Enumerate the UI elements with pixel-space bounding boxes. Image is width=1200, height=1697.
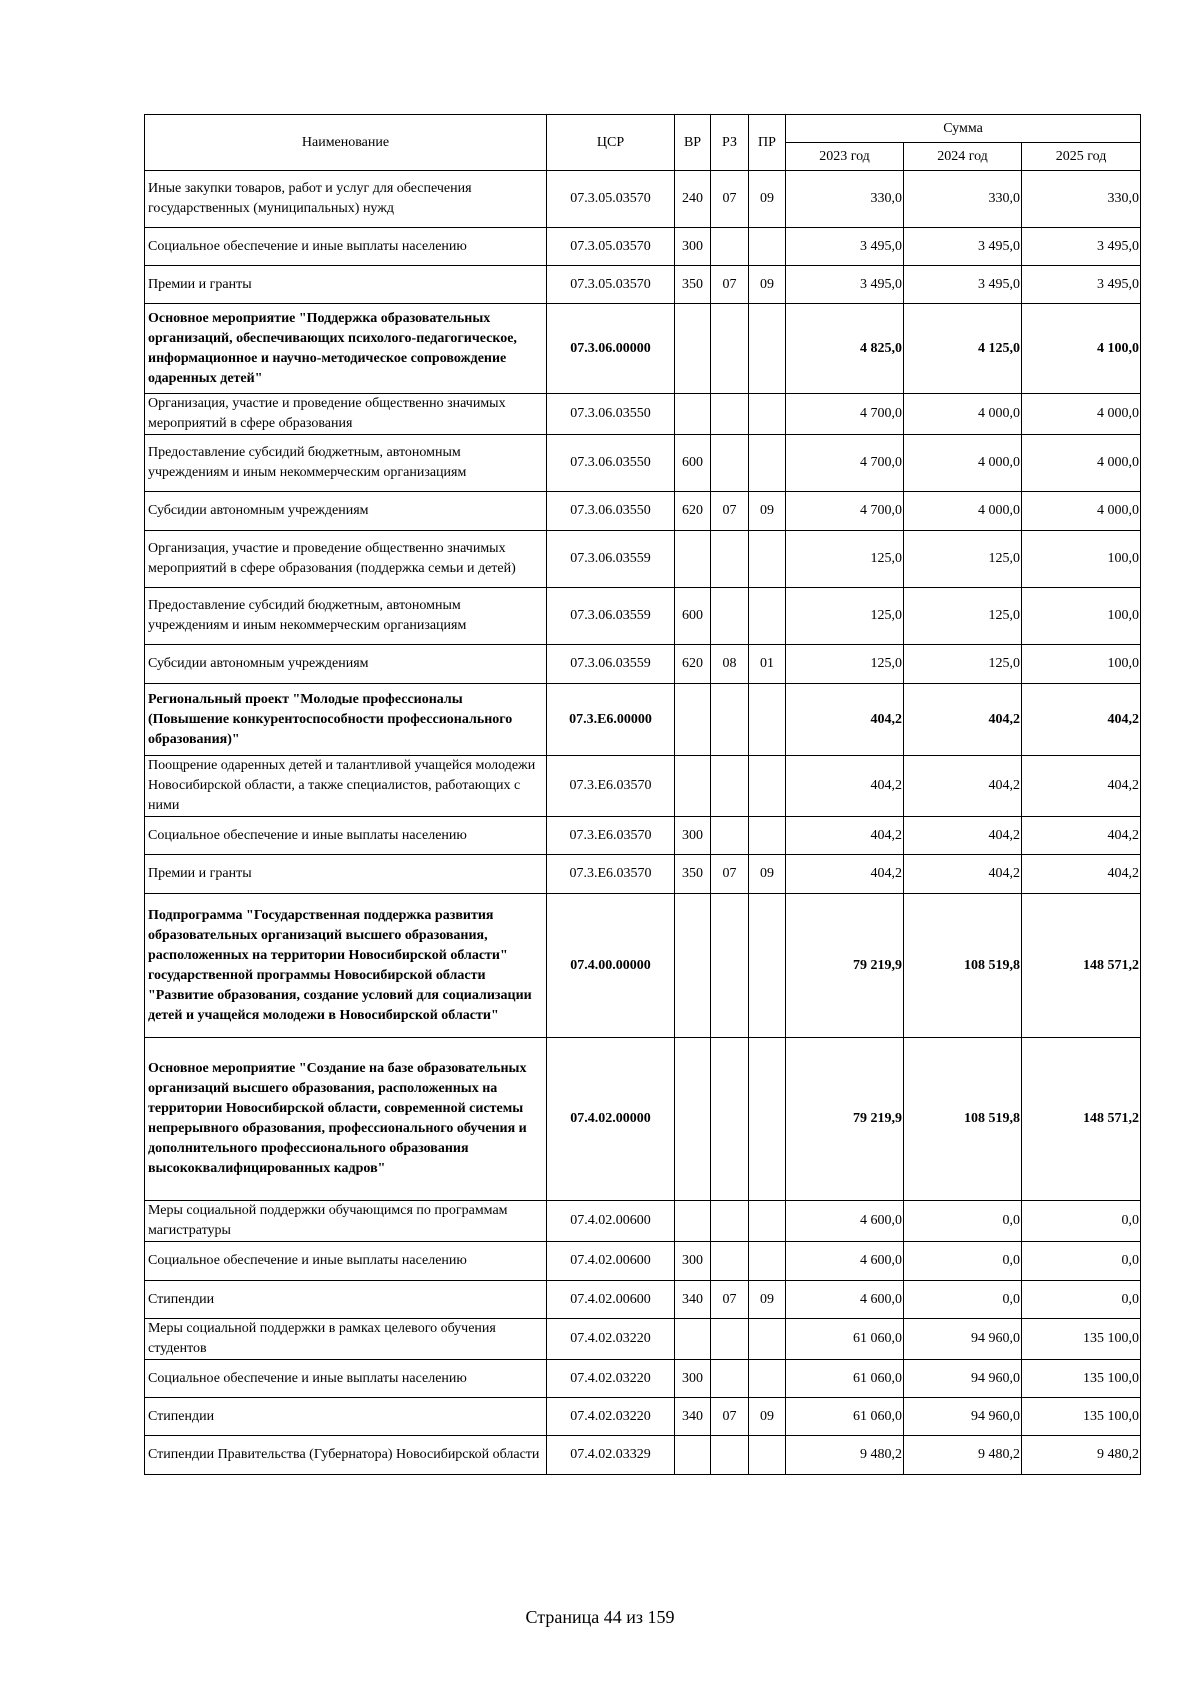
cell-rz	[711, 1242, 749, 1281]
cell-vr	[675, 1038, 711, 1201]
cell-name: Стипендии	[145, 1398, 547, 1436]
header-year-2023: 2023 год	[786, 143, 904, 171]
header-year-2024: 2024 год	[904, 143, 1022, 171]
cell-vr: 300	[675, 817, 711, 855]
cell-2024: 404,2	[904, 684, 1022, 756]
table-row	[145, 756, 1141, 817]
cell-2024: 94 960,0	[904, 1360, 1022, 1398]
cell-rz	[711, 1360, 749, 1398]
cell-name: Премии и гранты	[145, 266, 547, 304]
cell-pr: 09	[749, 1281, 786, 1319]
cell-csr: 07.3.E6.03570	[547, 855, 675, 894]
cell-2023: 404,2	[786, 817, 904, 855]
cell-2024: 4 000,0	[904, 435, 1022, 492]
cell-2023: 4 600,0	[786, 1242, 904, 1281]
cell-2025: 135 100,0	[1022, 1360, 1141, 1398]
cell-pr	[749, 1360, 786, 1398]
table-row	[145, 171, 1141, 228]
cell-pr	[749, 817, 786, 855]
cell-2024: 330,0	[904, 171, 1022, 228]
cell-name: Подпрограмма "Государственная поддержка развития образовательных организаций высшего образования, расположенных на территории Новосибирской области" государственной программы Новосибирской области "Развитие образования, создание условий для социализации детей и учащейся молодежи в Новосибирской области"	[145, 894, 547, 1038]
cell-2025: 4 000,0	[1022, 435, 1141, 492]
cell-csr: 07.3.E6.03570	[547, 756, 675, 817]
table-row	[145, 855, 1141, 894]
cell-name: Основное мероприятие "Поддержка образовательных организаций, обеспечивающих психолого-педагогическое, информационное и научно-методическое сопровождение одаренных детей"	[145, 304, 547, 394]
cell-2024: 125,0	[904, 645, 1022, 684]
cell-2025: 4 000,0	[1022, 394, 1141, 435]
cell-2025: 404,2	[1022, 756, 1141, 817]
cell-2024: 94 960,0	[904, 1398, 1022, 1436]
cell-pr: 01	[749, 645, 786, 684]
cell-2023: 404,2	[786, 855, 904, 894]
cell-vr	[675, 531, 711, 588]
cell-2023: 79 219,9	[786, 1038, 904, 1201]
cell-2023: 404,2	[786, 756, 904, 817]
cell-name: Субсидии автономным учреждениям	[145, 492, 547, 531]
cell-2023: 4 600,0	[786, 1201, 904, 1242]
cell-csr: 07.3.05.03570	[547, 228, 675, 266]
cell-2023: 3 495,0	[786, 266, 904, 304]
cell-2023: 9 480,2	[786, 1436, 904, 1475]
cell-vr: 340	[675, 1281, 711, 1319]
cell-pr	[749, 684, 786, 756]
header-year-2025: 2025 год	[1022, 143, 1141, 171]
cell-rz	[711, 588, 749, 645]
cell-2023: 330,0	[786, 171, 904, 228]
cell-2023: 125,0	[786, 645, 904, 684]
cell-name: Региональный проект "Молодые профессионалы (Повышение конкурентоспособности профессионального образования)"	[145, 684, 547, 756]
cell-rz	[711, 817, 749, 855]
cell-vr: 300	[675, 1360, 711, 1398]
cell-vr: 340	[675, 1398, 711, 1436]
cell-pr	[749, 394, 786, 435]
cell-name: Основное мероприятие "Создание на базе образовательных организаций высшего образования, расположенных на территории Новосибирской области, современной системы непрерывного образования, профессионального обучения и дополнительного профессионального образования высококвалифицированных кадров"	[145, 1038, 547, 1201]
table-row	[145, 588, 1141, 645]
cell-2024: 94 960,0	[904, 1319, 1022, 1360]
cell-rz: 07	[711, 266, 749, 304]
cell-pr	[749, 588, 786, 645]
cell-2023: 4 700,0	[786, 394, 904, 435]
cell-name: Субсидии автономным учреждениям	[145, 645, 547, 684]
table-row	[145, 1319, 1141, 1360]
cell-2025: 148 571,2	[1022, 1038, 1141, 1201]
cell-pr	[749, 304, 786, 394]
cell-vr: 300	[675, 228, 711, 266]
cell-2025: 100,0	[1022, 531, 1141, 588]
cell-2024: 9 480,2	[904, 1436, 1022, 1475]
cell-name: Социальное обеспечение и иные выплаты населению	[145, 1360, 547, 1398]
budget-table	[144, 114, 1141, 1475]
cell-name: Социальное обеспечение и иные выплаты населению	[145, 228, 547, 266]
cell-csr: 07.4.02.03220	[547, 1398, 675, 1436]
cell-vr	[675, 1201, 711, 1242]
cell-pr	[749, 1319, 786, 1360]
cell-vr	[675, 894, 711, 1038]
cell-pr: 09	[749, 492, 786, 531]
cell-vr	[675, 756, 711, 817]
cell-2025: 148 571,2	[1022, 894, 1141, 1038]
table-row	[145, 1360, 1141, 1398]
cell-2024: 0,0	[904, 1242, 1022, 1281]
cell-name: Социальное обеспечение и иные выплаты населению	[145, 817, 547, 855]
header-pr: ПР	[749, 115, 786, 171]
cell-2024: 108 519,8	[904, 894, 1022, 1038]
cell-rz	[711, 1038, 749, 1201]
table-row	[145, 645, 1141, 684]
table-row	[145, 304, 1141, 394]
cell-csr: 07.3.06.03550	[547, 492, 675, 531]
cell-rz: 08	[711, 645, 749, 684]
cell-pr	[749, 1242, 786, 1281]
cell-name: Стипендии Правительства (Губернатора) Новосибирской области	[145, 1436, 547, 1475]
cell-vr	[675, 304, 711, 394]
cell-csr: 07.4.02.00000	[547, 1038, 675, 1201]
cell-vr: 620	[675, 492, 711, 531]
cell-pr	[749, 435, 786, 492]
cell-2025: 135 100,0	[1022, 1319, 1141, 1360]
table-row	[145, 684, 1141, 756]
cell-2023: 79 219,9	[786, 894, 904, 1038]
cell-2024: 4 000,0	[904, 394, 1022, 435]
cell-2024: 0,0	[904, 1281, 1022, 1319]
cell-2024: 0,0	[904, 1201, 1022, 1242]
cell-pr: 09	[749, 171, 786, 228]
cell-rz	[711, 1201, 749, 1242]
cell-csr: 07.3.06.03559	[547, 531, 675, 588]
cell-rz	[711, 756, 749, 817]
cell-2025: 0,0	[1022, 1242, 1141, 1281]
table-header	[145, 115, 1141, 171]
cell-2024: 108 519,8	[904, 1038, 1022, 1201]
cell-2023: 404,2	[786, 684, 904, 756]
cell-2025: 0,0	[1022, 1201, 1141, 1242]
cell-2024: 404,2	[904, 817, 1022, 855]
cell-2023: 3 495,0	[786, 228, 904, 266]
cell-rz: 07	[711, 171, 749, 228]
cell-rz	[711, 531, 749, 588]
cell-2025: 404,2	[1022, 684, 1141, 756]
cell-pr: 09	[749, 266, 786, 304]
cell-rz	[711, 304, 749, 394]
cell-2023: 61 060,0	[786, 1319, 904, 1360]
table-row	[145, 1201, 1141, 1242]
cell-2023: 4 600,0	[786, 1281, 904, 1319]
cell-csr: 07.3.05.03570	[547, 171, 675, 228]
table-row	[145, 266, 1141, 304]
cell-rz	[711, 228, 749, 266]
cell-2025: 3 495,0	[1022, 266, 1141, 304]
table-row	[145, 531, 1141, 588]
cell-csr: 07.3.E6.00000	[547, 684, 675, 756]
cell-name: Организация, участие и проведение общественно значимых мероприятий в сфере образования	[145, 394, 547, 435]
page-number: Страница 44 из 159	[525, 1607, 675, 1627]
table-row	[145, 228, 1141, 266]
cell-2024: 3 495,0	[904, 228, 1022, 266]
cell-csr: 07.4.02.00600	[547, 1281, 675, 1319]
cell-2023: 61 060,0	[786, 1398, 904, 1436]
cell-vr	[675, 684, 711, 756]
cell-pr	[749, 531, 786, 588]
cell-2025: 404,2	[1022, 855, 1141, 894]
cell-rz	[711, 894, 749, 1038]
cell-vr: 620	[675, 645, 711, 684]
cell-csr: 07.3.06.03550	[547, 394, 675, 435]
cell-vr: 350	[675, 855, 711, 894]
cell-pr: 09	[749, 855, 786, 894]
cell-2024: 4 000,0	[904, 492, 1022, 531]
cell-name: Премии и гранты	[145, 855, 547, 894]
cell-name: Стипендии	[145, 1281, 547, 1319]
cell-2025: 100,0	[1022, 645, 1141, 684]
cell-pr	[749, 1038, 786, 1201]
cell-csr: 07.4.02.03220	[547, 1319, 675, 1360]
cell-2024: 4 125,0	[904, 304, 1022, 394]
table-row	[145, 1398, 1141, 1436]
cell-csr: 07.4.02.03220	[547, 1360, 675, 1398]
table-row	[145, 1242, 1141, 1281]
header-sum: Сумма	[786, 115, 1141, 143]
cell-2024: 404,2	[904, 756, 1022, 817]
cell-vr: 240	[675, 171, 711, 228]
cell-2025: 330,0	[1022, 171, 1141, 228]
cell-pr	[749, 894, 786, 1038]
table-row	[145, 394, 1141, 435]
cell-vr	[675, 1436, 711, 1475]
cell-rz	[711, 1319, 749, 1360]
cell-2025: 4 100,0	[1022, 304, 1141, 394]
table-row	[145, 894, 1141, 1038]
table-body	[145, 171, 1141, 1475]
cell-vr: 300	[675, 1242, 711, 1281]
cell-rz	[711, 684, 749, 756]
header-rz: РЗ	[711, 115, 749, 171]
cell-csr: 07.4.02.00600	[547, 1201, 675, 1242]
table-row	[145, 1038, 1141, 1201]
table-row	[145, 492, 1141, 531]
cell-pr: 09	[749, 1398, 786, 1436]
cell-2023: 4 700,0	[786, 492, 904, 531]
cell-csr: 07.3.06.03559	[547, 645, 675, 684]
cell-2023: 4 700,0	[786, 435, 904, 492]
cell-2023: 125,0	[786, 531, 904, 588]
cell-vr: 350	[675, 266, 711, 304]
cell-2024: 125,0	[904, 588, 1022, 645]
cell-rz: 07	[711, 1281, 749, 1319]
header-csr: ЦСР	[547, 115, 675, 171]
cell-name: Поощрение одаренных детей и талантливой учащейся молодежи Новосибирской области, а также специалистов, работающих с ними	[145, 756, 547, 817]
cell-rz: 07	[711, 1398, 749, 1436]
cell-2025: 3 495,0	[1022, 228, 1141, 266]
header-vr: ВР	[675, 115, 711, 171]
cell-2025: 4 000,0	[1022, 492, 1141, 531]
cell-rz	[711, 1436, 749, 1475]
table-row	[145, 1281, 1141, 1319]
cell-pr	[749, 1201, 786, 1242]
cell-pr	[749, 228, 786, 266]
cell-name: Предоставление субсидий бюджетным, автономным учреждениям и иным некоммерческим организациям	[145, 435, 547, 492]
cell-rz: 07	[711, 492, 749, 531]
cell-2025: 0,0	[1022, 1281, 1141, 1319]
cell-name: Меры социальной поддержки в рамках целевого обучения студентов	[145, 1319, 547, 1360]
cell-2025: 404,2	[1022, 817, 1141, 855]
table-row	[145, 1436, 1141, 1475]
cell-csr: 07.3.05.03570	[547, 266, 675, 304]
cell-name: Меры социальной поддержки обучающимся по программам магистратуры	[145, 1201, 547, 1242]
cell-2025: 9 480,2	[1022, 1436, 1141, 1475]
cell-2024: 125,0	[904, 531, 1022, 588]
cell-csr: 07.4.00.00000	[547, 894, 675, 1038]
cell-rz	[711, 394, 749, 435]
header-name: Наименование	[145, 115, 547, 171]
cell-name: Организация, участие и проведение общественно значимых мероприятий в сфере образования (поддержка семьи и детей)	[145, 531, 547, 588]
cell-csr: 07.3.E6.03570	[547, 817, 675, 855]
cell-2023: 61 060,0	[786, 1360, 904, 1398]
cell-vr	[675, 394, 711, 435]
cell-csr: 07.3.06.03550	[547, 435, 675, 492]
cell-rz: 07	[711, 855, 749, 894]
table-row	[145, 435, 1141, 492]
cell-pr	[749, 756, 786, 817]
cell-name: Предоставление субсидий бюджетным, автономным учреждениям и иным некоммерческим организациям	[145, 588, 547, 645]
cell-2023: 125,0	[786, 588, 904, 645]
cell-rz	[711, 435, 749, 492]
cell-csr: 07.3.06.03559	[547, 588, 675, 645]
cell-2025: 100,0	[1022, 588, 1141, 645]
cell-2025: 135 100,0	[1022, 1398, 1141, 1436]
cell-vr	[675, 1319, 711, 1360]
cell-name: Социальное обеспечение и иные выплаты населению	[145, 1242, 547, 1281]
cell-vr: 600	[675, 435, 711, 492]
cell-pr	[749, 1436, 786, 1475]
cell-name: Иные закупки товаров, работ и услуг для обеспечения государственных (муниципальных) нужд	[145, 171, 547, 228]
cell-2024: 3 495,0	[904, 266, 1022, 304]
cell-vr: 600	[675, 588, 711, 645]
cell-csr: 07.3.06.00000	[547, 304, 675, 394]
cell-2024: 404,2	[904, 855, 1022, 894]
cell-2023: 4 825,0	[786, 304, 904, 394]
table-row	[145, 817, 1141, 855]
cell-csr: 07.4.02.00600	[547, 1242, 675, 1281]
cell-csr: 07.4.02.03329	[547, 1436, 675, 1475]
